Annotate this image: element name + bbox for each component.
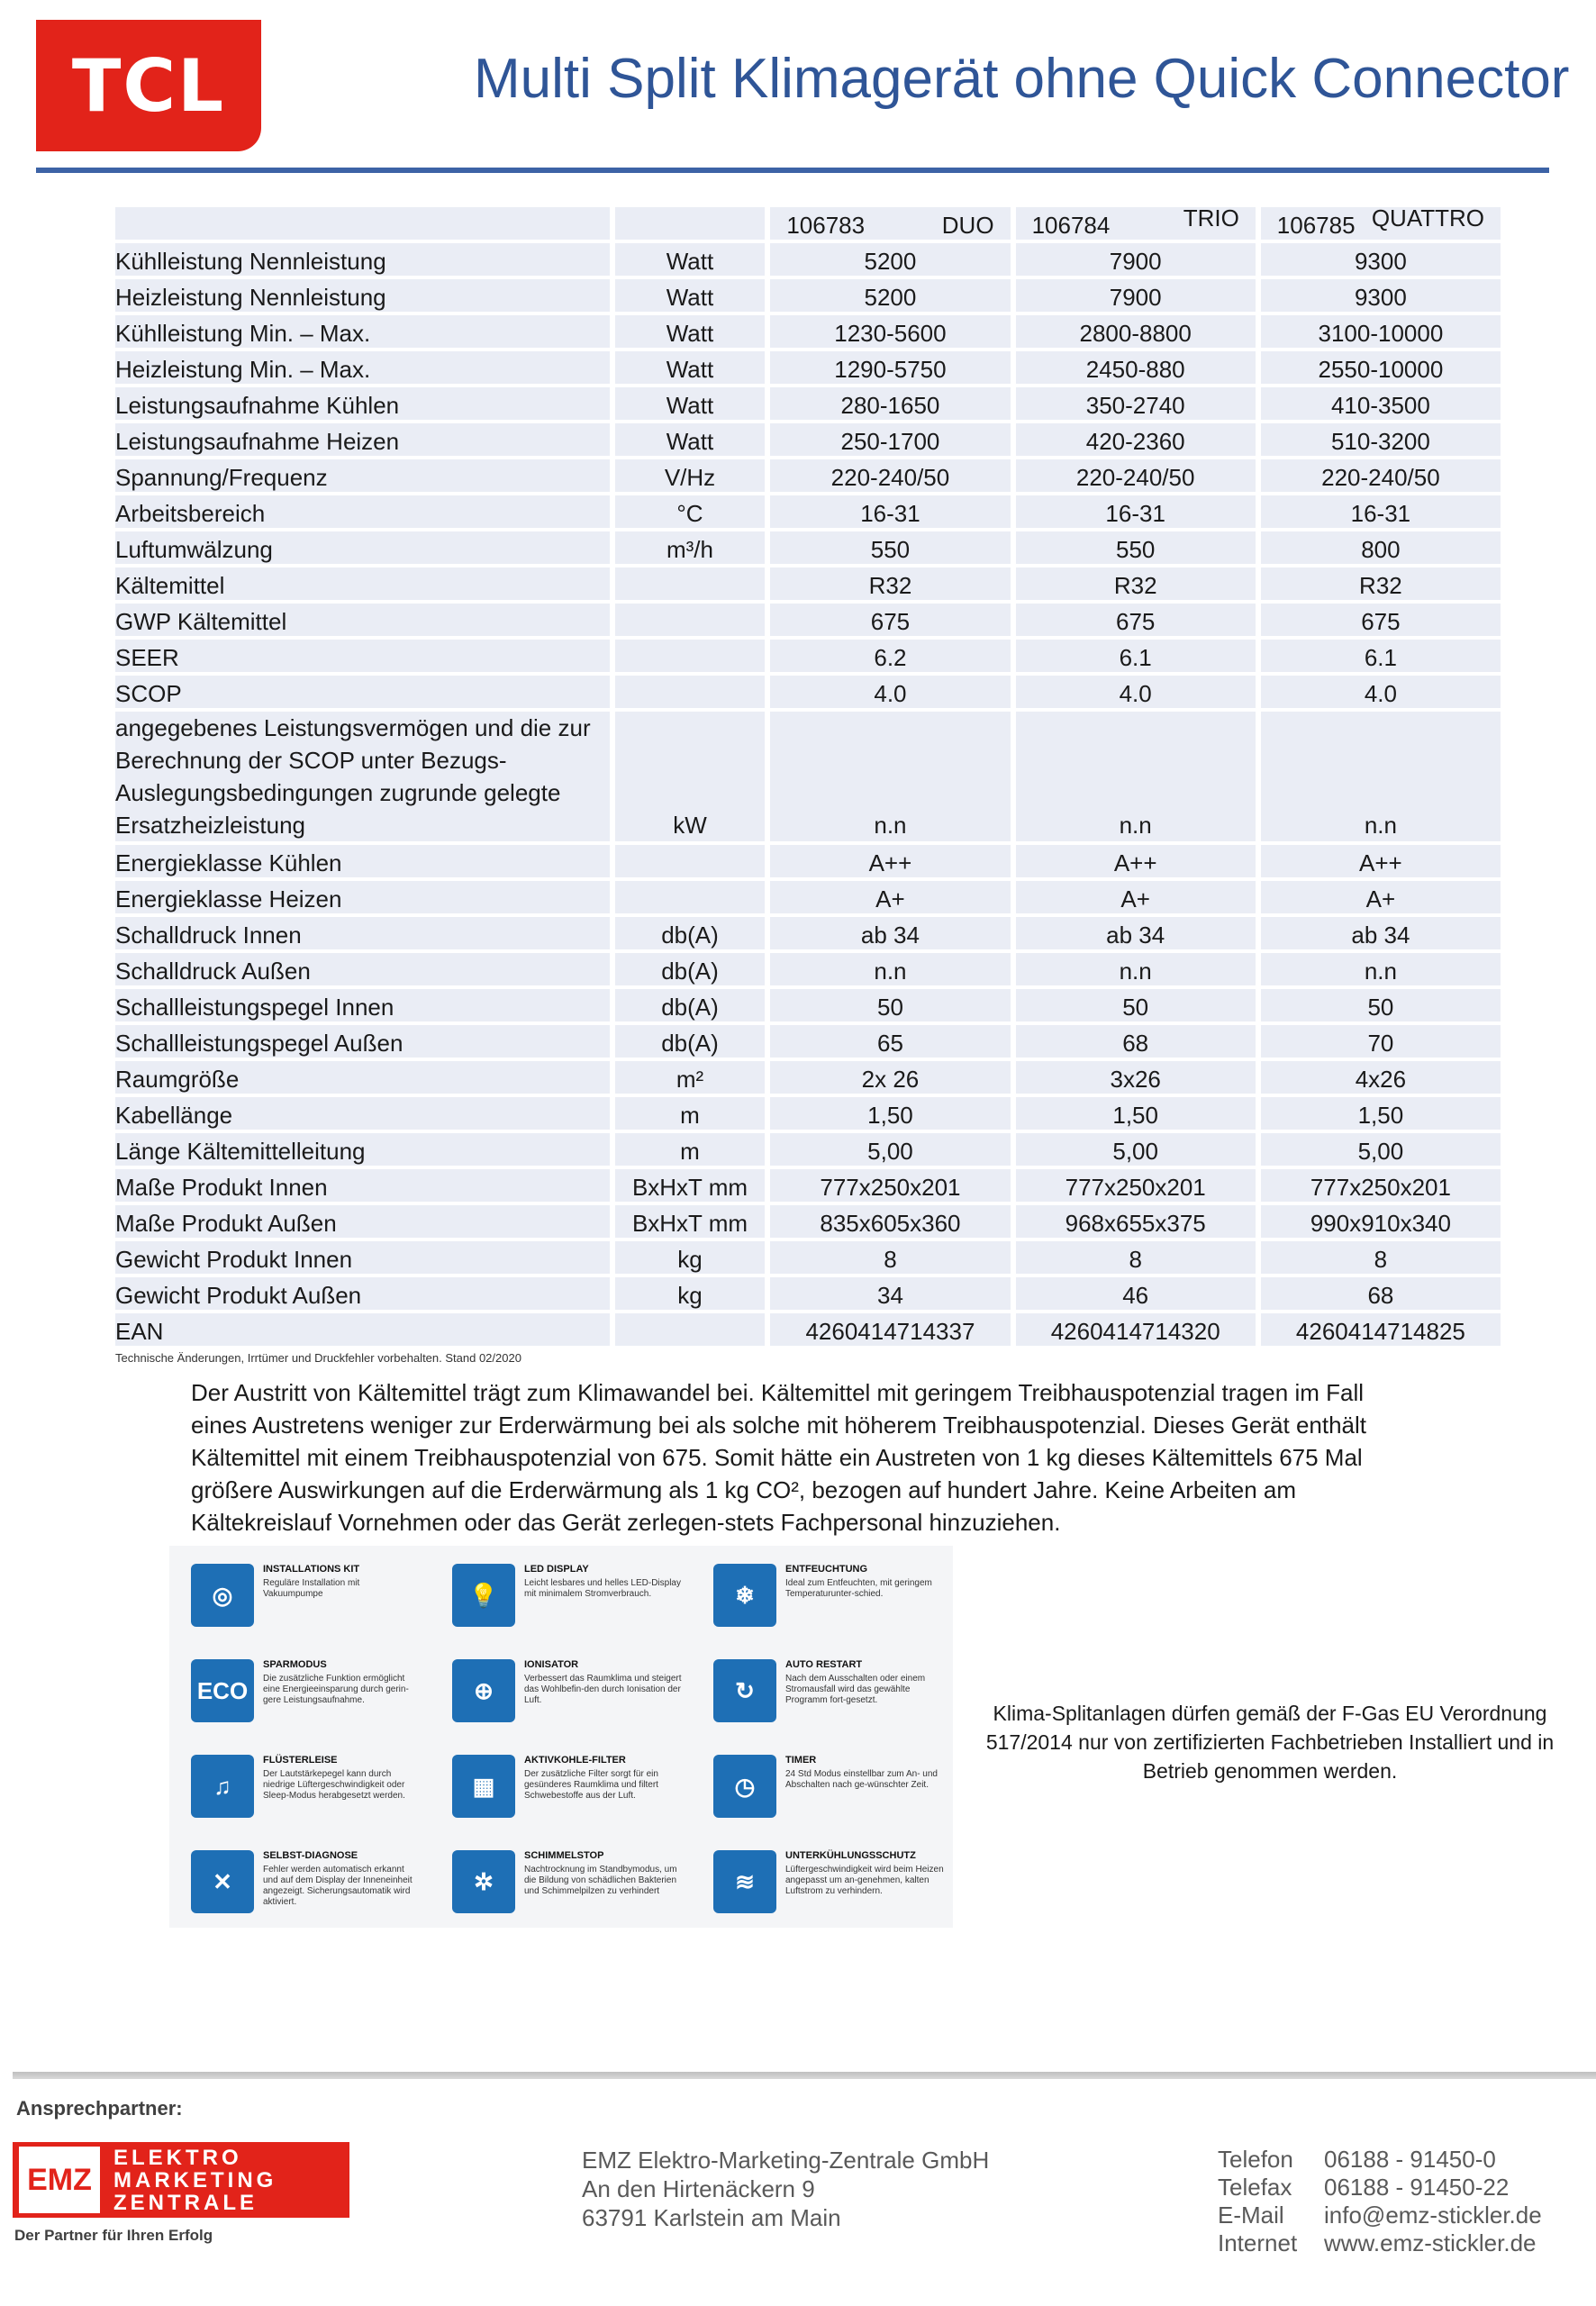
row-label: Heizleistung Min. – Max. <box>115 351 615 384</box>
row-value: n.n <box>1261 712 1501 841</box>
row-value: 7900 <box>1016 279 1261 312</box>
feature-description: Nachtrocknung im Standbymodus, um die Bildung von schädlichen Bakterien und Schimmelpilzen zu verhindert <box>524 1865 677 1896</box>
feature-text <box>524 1659 683 1706</box>
table-row <box>115 712 1501 841</box>
led-display-icon: 💡 <box>452 1564 515 1627</box>
row-label: Heizleistung Nennleistung <box>115 279 615 312</box>
web-label: Internet <box>1218 2229 1298 2256</box>
row-unit: Watt <box>615 315 771 348</box>
row-unit: Watt <box>615 423 771 456</box>
row-value: 4.0 <box>1261 676 1501 708</box>
footer-separator <box>13 2072 1596 2079</box>
row-value: 50 <box>1016 989 1261 1021</box>
table-row <box>115 243 1501 276</box>
table-row <box>115 1241 1501 1274</box>
row-value: 5200 <box>770 243 1015 276</box>
feature-description: Leicht lesbares und helles LED-Display mit minimalem Stromverbrauch. <box>524 1578 681 1599</box>
feature-item <box>431 1641 692 1737</box>
eco-icon: ECO <box>191 1659 254 1722</box>
row-value: 1290-5750 <box>770 351 1015 384</box>
table-row <box>115 459 1501 492</box>
row-value: n.n <box>770 712 1015 841</box>
emz-tagline: Der Partner für Ihren Erfolg <box>14 2227 213 2244</box>
row-value: 2800-8800 <box>1016 315 1261 348</box>
feature-item <box>692 1546 953 1641</box>
row-unit <box>615 567 771 600</box>
feature-text <box>785 1755 944 1791</box>
brand-name: TCL <box>71 43 226 128</box>
row-value: 6.1 <box>1016 640 1261 672</box>
row-value: 50 <box>1261 989 1501 1021</box>
title-rule <box>36 168 1549 173</box>
row-value: ab 34 <box>1016 917 1261 949</box>
row-label: Energieklasse Kühlen <box>115 845 615 877</box>
feature-title: TIMER <box>785 1755 817 1766</box>
row-value: 220-240/50 <box>1016 459 1261 492</box>
table-row <box>115 423 1501 456</box>
row-value: 4.0 <box>770 676 1015 708</box>
row-value: 2550-10000 <box>1261 351 1501 384</box>
row-value: 68 <box>1261 1277 1501 1310</box>
table-row <box>115 845 1501 877</box>
table-row <box>115 640 1501 672</box>
row-value: 990x910x340 <box>1261 1205 1501 1238</box>
product-model: TRIO <box>1183 204 1239 232</box>
undercooling-protection-icon: ≋ <box>713 1850 776 1913</box>
feature-description: Die zusätzliche Funktion ermöglicht eine Energieeinsparung durch gerin-gere Leistungsaufnahme. <box>263 1674 409 1705</box>
row-label: Arbeitsbereich <box>115 495 615 528</box>
row-value: 777x250x201 <box>770 1169 1015 1202</box>
row-value: A++ <box>1261 845 1501 877</box>
row-label: angegebenes Leistungsvermögen und die zur Berechnung der SCOP unter Bezugs-Auslegungsbedingungen zugrunde gelegte Ersatzheizleistung <box>115 712 615 841</box>
email-value[interactable]: info@emz-stickler.de <box>1324 2202 1542 2229</box>
row-value: 8 <box>1261 1241 1501 1274</box>
web-row <box>1218 2229 1542 2257</box>
product-model: QUATTRO <box>1371 204 1484 232</box>
feature-item <box>431 1737 692 1832</box>
row-value: 2x 26 <box>770 1061 1015 1094</box>
row-value: 220-240/50 <box>770 459 1015 492</box>
row-unit <box>615 1313 771 1346</box>
row-value: 4260414714320 <box>1016 1313 1261 1346</box>
row-value: 6.2 <box>770 640 1015 672</box>
row-label: Gewicht Produkt Außen <box>115 1277 615 1310</box>
row-unit: db(A) <box>615 917 771 949</box>
table-row <box>115 917 1501 949</box>
row-value: n.n <box>1016 953 1261 985</box>
table-row <box>115 279 1501 312</box>
feature-item <box>169 1737 431 1832</box>
row-label: Leistungsaufnahme Heizen <box>115 423 615 456</box>
row-value: R32 <box>770 567 1015 600</box>
feature-description: Reguläre Installation mit Vakuumpumpe <box>263 1578 360 1599</box>
row-value: 835x605x360 <box>770 1205 1015 1238</box>
row-label: Leistungsaufnahme Kühlen <box>115 387 615 420</box>
row-unit: m <box>615 1133 771 1166</box>
feature-title: FLÜSTERLEISE <box>263 1755 338 1766</box>
feature-description: 24 Std Modus einstellbar zum An- und Abschalten nach ge-wünschter Zeit. <box>785 1769 938 1790</box>
feature-title: SPARMODUS <box>263 1659 327 1670</box>
row-unit <box>615 640 771 672</box>
row-label: EAN <box>115 1313 615 1346</box>
row-value: 16-31 <box>1261 495 1501 528</box>
product-number: 106783 <box>786 212 866 239</box>
row-unit: BxHxT mm <box>615 1169 771 1202</box>
phone-label: Telefon <box>1218 2146 1293 2173</box>
row-label: SEER <box>115 640 615 672</box>
table-row <box>115 1205 1501 1238</box>
row-value: 280-1650 <box>770 387 1015 420</box>
feature-item <box>692 1641 953 1737</box>
row-unit: Watt <box>615 351 771 384</box>
row-unit: m <box>615 1097 771 1130</box>
feature-text <box>263 1755 422 1802</box>
row-value: 3x26 <box>1016 1061 1261 1094</box>
row-unit: Watt <box>615 243 771 276</box>
feature-item <box>692 1832 953 1928</box>
row-value: n.n <box>1016 712 1261 841</box>
table-row <box>115 1277 1501 1310</box>
row-label: Kältemittel <box>115 567 615 600</box>
fax-row <box>1218 2174 1542 2202</box>
feature-description: Der zusätzliche Filter sorgt für ein gesünderes Raumklima und filtert Schwebestoffe aus der Luft. <box>524 1769 658 1801</box>
phone-row <box>1218 2146 1542 2174</box>
row-value: 1,50 <box>770 1097 1015 1130</box>
product-header <box>770 207 1015 240</box>
table-row <box>115 495 1501 528</box>
row-value: 16-31 <box>770 495 1015 528</box>
self-diagnosis-icon: ✕ <box>191 1850 254 1913</box>
row-value: 16-31 <box>1016 495 1261 528</box>
street: An den Hirtenäckern 9 <box>582 2175 815 2202</box>
row-value: 510-3200 <box>1261 423 1501 456</box>
row-value: 2450-880 <box>1016 351 1261 384</box>
feature-text <box>524 1850 683 1897</box>
table-row <box>115 315 1501 348</box>
row-value: n.n <box>770 953 1015 985</box>
installation-kit-icon: ◎ <box>191 1564 254 1627</box>
table-row <box>115 567 1501 600</box>
feature-title: UNTERKÜHLUNGSSCHUTZ <box>785 1850 916 1861</box>
row-value: 550 <box>1016 531 1261 564</box>
row-value: 4.0 <box>1016 676 1261 708</box>
feature-title: LED DISPLAY <box>524 1564 589 1575</box>
table-row <box>115 676 1501 708</box>
emz-logo <box>13 2142 349 2218</box>
product-model: DUO <box>941 212 994 239</box>
carbon-filter-icon: ▦ <box>452 1755 515 1818</box>
feature-text <box>524 1755 683 1802</box>
web-value[interactable]: www.emz-stickler.de <box>1324 2229 1537 2256</box>
row-unit: °C <box>615 495 771 528</box>
emz-mark: EMZ <box>16 2144 103 2216</box>
row-unit: kg <box>615 1277 771 1310</box>
row-value: 350-2740 <box>1016 387 1261 420</box>
table-row <box>115 351 1501 384</box>
company-name: EMZ Elektro-Marketing-Zentrale GmbH <box>582 2147 990 2174</box>
feature-item <box>169 1641 431 1737</box>
row-value: 5,00 <box>770 1133 1015 1166</box>
phone-value: 06188 - 91450-0 <box>1324 2146 1496 2173</box>
row-unit: db(A) <box>615 1025 771 1058</box>
feature-title: AKTIVKOHLE-FILTER <box>524 1755 626 1766</box>
row-label: GWP Kältemittel <box>115 604 615 636</box>
feature-description: Ideal zum Entfeuchten, mit geringem Temperaturunter-schied. <box>785 1578 932 1599</box>
anti-mould-icon: ✲ <box>452 1850 515 1913</box>
feature-grid <box>169 1546 953 1928</box>
table-row <box>115 989 1501 1021</box>
row-value: 3100-10000 <box>1261 315 1501 348</box>
feature-text <box>263 1564 422 1600</box>
fax-value: 06188 - 91450-22 <box>1324 2174 1510 2201</box>
feature-text <box>263 1850 422 1908</box>
address-block <box>582 2146 989 2232</box>
feature-item <box>169 1546 431 1641</box>
row-value: 9300 <box>1261 243 1501 276</box>
feature-description: Verbessert das Raumklima und steigert das Wohlbefin-den durch Ionisation der Luft. <box>524 1674 682 1705</box>
row-unit: db(A) <box>615 953 771 985</box>
feature-title: SCHIMMELSTOP <box>524 1850 604 1861</box>
row-unit: kW <box>615 712 771 841</box>
table-row <box>115 1133 1501 1166</box>
timer-icon: ◷ <box>713 1755 776 1818</box>
table-row <box>115 1025 1501 1058</box>
refrigerant-note: Der Austritt von Kältemittel trägt zum Klimawandel bei. Kältemittel mit geringem Treibhauspotenzial tragen im Fall eines Austretens weniger zur Erderwärmung bei als solche mit höherem Treibhauspotenzial. Dieses Gerät enthält Kältemittel mit einem Treibhauspotenzial von 675. Somit hätte ein Austreten von 1 kg dieses Kältemittels 675 Mal größere Auswirkungen auf die Erderwärmung als 1 kg CO², bezogen auf hundert Jahre. Keine Arbeiten am Kältekreislauf Vornehmen oder das Gerät zerlegen-stets Fachpersonal hinzuziehen. <box>191 1379 1367 1536</box>
row-value: 46 <box>1016 1277 1261 1310</box>
row-value: 675 <box>770 604 1015 636</box>
row-label: Schalldruck Innen <box>115 917 615 949</box>
row-unit <box>615 676 771 708</box>
contact-label: Ansprechpartner: <box>16 2097 183 2120</box>
row-label: Luftumwälzung <box>115 531 615 564</box>
ionizer-icon: ⊕ <box>452 1659 515 1722</box>
row-label: Schallleistungspegel Außen <box>115 1025 615 1058</box>
feature-text <box>263 1659 422 1706</box>
row-value: 550 <box>770 531 1015 564</box>
row-value: 50 <box>770 989 1015 1021</box>
row-value: 1,50 <box>1016 1097 1261 1130</box>
table-row <box>115 1061 1501 1094</box>
row-unit: m³/h <box>615 531 771 564</box>
auto-restart-icon: ↻ <box>713 1659 776 1722</box>
page-title: Multi Split Klimagerät ohne Quick Connector <box>474 48 1570 110</box>
row-unit: Watt <box>615 279 771 312</box>
row-value: 6.1 <box>1261 640 1501 672</box>
feature-text <box>785 1850 944 1897</box>
row-value: 675 <box>1261 604 1501 636</box>
row-value: A+ <box>1016 881 1261 913</box>
feature-title: ENTFEUCHTUNG <box>785 1564 868 1575</box>
row-unit: V/Hz <box>615 459 771 492</box>
row-value: ab 34 <box>770 917 1015 949</box>
row-value: R32 <box>1261 567 1501 600</box>
row-label: Kabellänge <box>115 1097 615 1130</box>
product-number: 106785 <box>1276 212 1356 239</box>
table-row <box>115 604 1501 636</box>
row-value: 1230-5600 <box>770 315 1015 348</box>
row-label: Raumgröße <box>115 1061 615 1094</box>
feature-text <box>785 1659 944 1706</box>
row-unit <box>615 604 771 636</box>
feature-item <box>169 1832 431 1928</box>
row-label: Kühlleistung Min. – Max. <box>115 315 615 348</box>
table-row <box>115 1313 1501 1346</box>
row-value: 70 <box>1261 1025 1501 1058</box>
row-unit <box>615 845 771 877</box>
row-label: Maße Produkt Innen <box>115 1169 615 1202</box>
feature-title: IONISATOR <box>524 1659 579 1670</box>
row-value: 8 <box>770 1241 1015 1274</box>
row-value: 968x655x375 <box>1016 1205 1261 1238</box>
table-row <box>115 1097 1501 1130</box>
row-unit <box>615 881 771 913</box>
feature-item <box>431 1832 692 1928</box>
fax-label: Telefax <box>1218 2174 1292 2201</box>
row-value: 777x250x201 <box>1016 1169 1261 1202</box>
emz-word: ZENTRALE <box>113 2190 258 2215</box>
row-label: Kühlleistung Nennleistung <box>115 243 615 276</box>
table-header-row <box>115 207 1501 240</box>
feature-description: Der Lautstärkepegel kann durch niedrige Lüftergeschwindigkeit oder Sleep-Modus herabgesetzt werden. <box>263 1769 405 1801</box>
emz-word: MARKETING <box>113 2167 277 2193</box>
row-value: 5,00 <box>1016 1133 1261 1166</box>
row-value: 777x250x201 <box>1261 1169 1501 1202</box>
table-row <box>115 531 1501 564</box>
table-row <box>115 1169 1501 1202</box>
table-row <box>115 881 1501 913</box>
table-row <box>115 953 1501 985</box>
emz-words <box>113 2147 277 2214</box>
email-row <box>1218 2202 1542 2229</box>
row-label: Energieklasse Heizen <box>115 881 615 913</box>
row-value: 1,50 <box>1261 1097 1501 1130</box>
product-number: 106784 <box>1031 212 1111 239</box>
row-value: 68 <box>1016 1025 1261 1058</box>
feature-text <box>524 1564 683 1600</box>
dehumidify-icon: ❄ <box>713 1564 776 1627</box>
row-value: 4260414714825 <box>1261 1313 1501 1346</box>
email-label: E-Mail <box>1218 2202 1284 2229</box>
row-value: A+ <box>1261 881 1501 913</box>
contact-details <box>1218 2146 1542 2257</box>
feature-description: Lüftergeschwindigkeit wird beim Heizen angepasst um an-genehmen, kalten Luftstrom zu verhindern. <box>785 1865 944 1896</box>
emz-word: ELEKTRO <box>113 2145 242 2170</box>
row-unit: kg <box>615 1241 771 1274</box>
row-label: Schalldruck Außen <box>115 953 615 985</box>
row-value: A+ <box>770 881 1015 913</box>
row-value: 65 <box>770 1025 1015 1058</box>
row-value: A++ <box>1016 845 1261 877</box>
row-label: Spannung/Frequenz <box>115 459 615 492</box>
product-header <box>1016 204 1261 240</box>
header-blank <box>115 207 615 240</box>
row-label: Länge Kältemittelleitung <box>115 1133 615 1166</box>
row-label: Gewicht Produkt Innen <box>115 1241 615 1274</box>
product-header <box>1261 204 1501 240</box>
row-label: Maße Produkt Außen <box>115 1205 615 1238</box>
city: 63791 Karlstein am Main <box>582 2204 841 2231</box>
feature-description: Fehler werden automatisch erkannt und auf dem Display der Inneneinheit angezeigt. Sicherungsautomatik wird aktiviert. <box>263 1865 413 1907</box>
row-unit: BxHxT mm <box>615 1205 771 1238</box>
row-value: 5200 <box>770 279 1015 312</box>
spec-table <box>115 204 1501 1349</box>
row-unit: m² <box>615 1061 771 1094</box>
tcl-logo <box>36 20 261 151</box>
row-value: 4260414714337 <box>770 1313 1015 1346</box>
row-value: R32 <box>1016 567 1261 600</box>
row-value: 4x26 <box>1261 1061 1501 1094</box>
row-value: 34 <box>770 1277 1015 1310</box>
row-value: 7900 <box>1016 243 1261 276</box>
row-label: Schallleistungspegel Innen <box>115 989 615 1021</box>
feature-item <box>692 1737 953 1832</box>
row-value: 410-3500 <box>1261 387 1501 420</box>
row-value: 420-2360 <box>1016 423 1261 456</box>
row-label: SCOP <box>115 676 615 708</box>
row-unit: db(A) <box>615 989 771 1021</box>
feature-item <box>431 1546 692 1641</box>
table-row <box>115 387 1501 420</box>
row-value: 8 <box>1016 1241 1261 1274</box>
footnote: Technische Änderungen, Irrtümer und Druckfehler vorbehalten. Stand 02/2020 <box>115 1351 521 1365</box>
row-value: 5,00 <box>1261 1133 1501 1166</box>
row-unit: Watt <box>615 387 771 420</box>
feature-description: Nach dem Ausschalten oder einem Stromausfall wird das gewählte Programm fort-gesetzt. <box>785 1674 926 1705</box>
feature-title: AUTO RESTART <box>785 1659 863 1670</box>
header-blank <box>615 207 771 240</box>
row-value: ab 34 <box>1261 917 1501 949</box>
row-value: 220-240/50 <box>1261 459 1501 492</box>
quiet-mode-icon: ♫ <box>191 1755 254 1818</box>
feature-text <box>785 1564 944 1600</box>
row-value: n.n <box>1261 953 1501 985</box>
fgas-note: Klima-Splitanlagen dürfen gemäß der F-Gas EU Verordnung 517/2014 nur von zertifizierten Fachbetrieben Installiert und in Betrieb genommen werden. <box>985 1702 1555 1783</box>
row-value: A++ <box>770 845 1015 877</box>
feature-title: SELBST-DIAGNOSE <box>263 1850 358 1861</box>
row-value: 9300 <box>1261 279 1501 312</box>
row-value: 675 <box>1016 604 1261 636</box>
feature-title: INSTALLATIONS KIT <box>263 1564 360 1575</box>
row-value: 800 <box>1261 531 1501 564</box>
row-value: 250-1700 <box>770 423 1015 456</box>
